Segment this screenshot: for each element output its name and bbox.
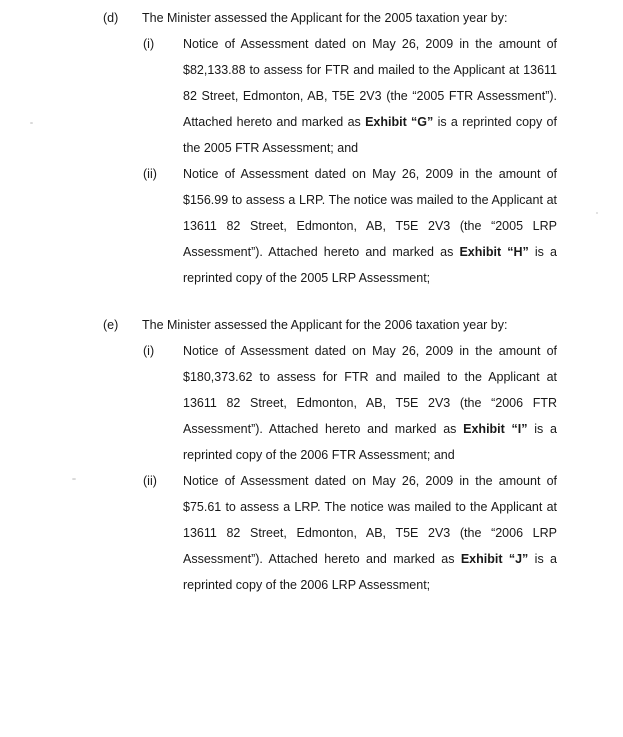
section-intro xyxy=(0,312,623,338)
text-before: Notice of Assessment dated on May 26, 2009 in the amount of $156.99 to assess a LRP. The notice was mailed to the Applicant at 13611 82 Street, Edmonton, AB, T5E 2V3 (the “2005 LRP Assessment”). Attached hereto and marked as xyxy=(183,167,557,259)
scan-speck xyxy=(30,122,33,124)
text-after: is a reprinted copy of the 2005 FTR Assessment; and xyxy=(183,115,557,155)
section-label: (d) xyxy=(103,11,119,25)
scan-speck xyxy=(72,478,76,480)
section-d xyxy=(0,5,623,291)
text-after: is a reprinted copy of the 2005 LRP Assessment; xyxy=(183,245,558,285)
exhibit-ref: Exhibit “G” xyxy=(365,115,434,129)
sub-item-label: (ii) xyxy=(143,167,157,181)
sub-item-label: (i) xyxy=(143,344,155,358)
sub-item-text xyxy=(183,468,557,598)
section-intro-text: The Minister assessed the Applicant for the 2005 taxation year by: xyxy=(142,11,508,25)
text-after: is a reprinted copy of the 2006 FTR Assessment; and xyxy=(183,422,557,462)
text-before: Notice of Assessment dated on May 26, 2009 in the amount of $75.61 to assess a LRP. The notice was mailed to the Applicant at 13611 82 Street, Edmonton, AB, T5E 2V3 (the “2006 LRP Assessment”). Attached hereto and marked as xyxy=(183,474,557,566)
text-after: is a reprinted copy of the 2006 LRP Assessment; xyxy=(183,552,557,592)
text-before: Notice of Assessment dated on May 26, 2009 in the amount of $82,133.88 to assess for FTR and mailed to the Applicant at 13611 82 Street, Edmonton, AB, T5E 2V3 (the “2005 FTR Assessment”). Attached hereto and marked as xyxy=(183,37,557,129)
section-label: (e) xyxy=(103,318,119,332)
section-intro xyxy=(0,5,623,31)
sub-item-label: (i) xyxy=(143,37,155,51)
sub-item-text xyxy=(183,338,557,468)
sub-item xyxy=(0,161,623,291)
sub-item-label: (ii) xyxy=(143,474,157,488)
text-before: Notice of Assessment dated on May 26, 2009 in the amount of $180,373.62 to assess for FTR and mailed to the Applicant at 13611 82 Street, Edmonton, AB, T5E 2V3 (the “2006 FTR Assessment”). Attached hereto and marked as xyxy=(183,344,557,436)
sub-item-text xyxy=(183,31,557,161)
exhibit-ref: Exhibit “J” xyxy=(460,552,529,566)
sub-item xyxy=(0,31,623,161)
exhibit-ref: Exhibit “I” xyxy=(463,422,528,436)
sub-item xyxy=(0,338,623,468)
section-intro-text: The Minister assessed the Applicant for the 2006 taxation year by: xyxy=(142,318,508,332)
sub-item xyxy=(0,468,623,598)
scan-speck xyxy=(596,212,598,214)
sub-item-text xyxy=(183,161,557,291)
exhibit-ref: Exhibit “H” xyxy=(459,245,529,259)
section-e xyxy=(0,312,623,598)
